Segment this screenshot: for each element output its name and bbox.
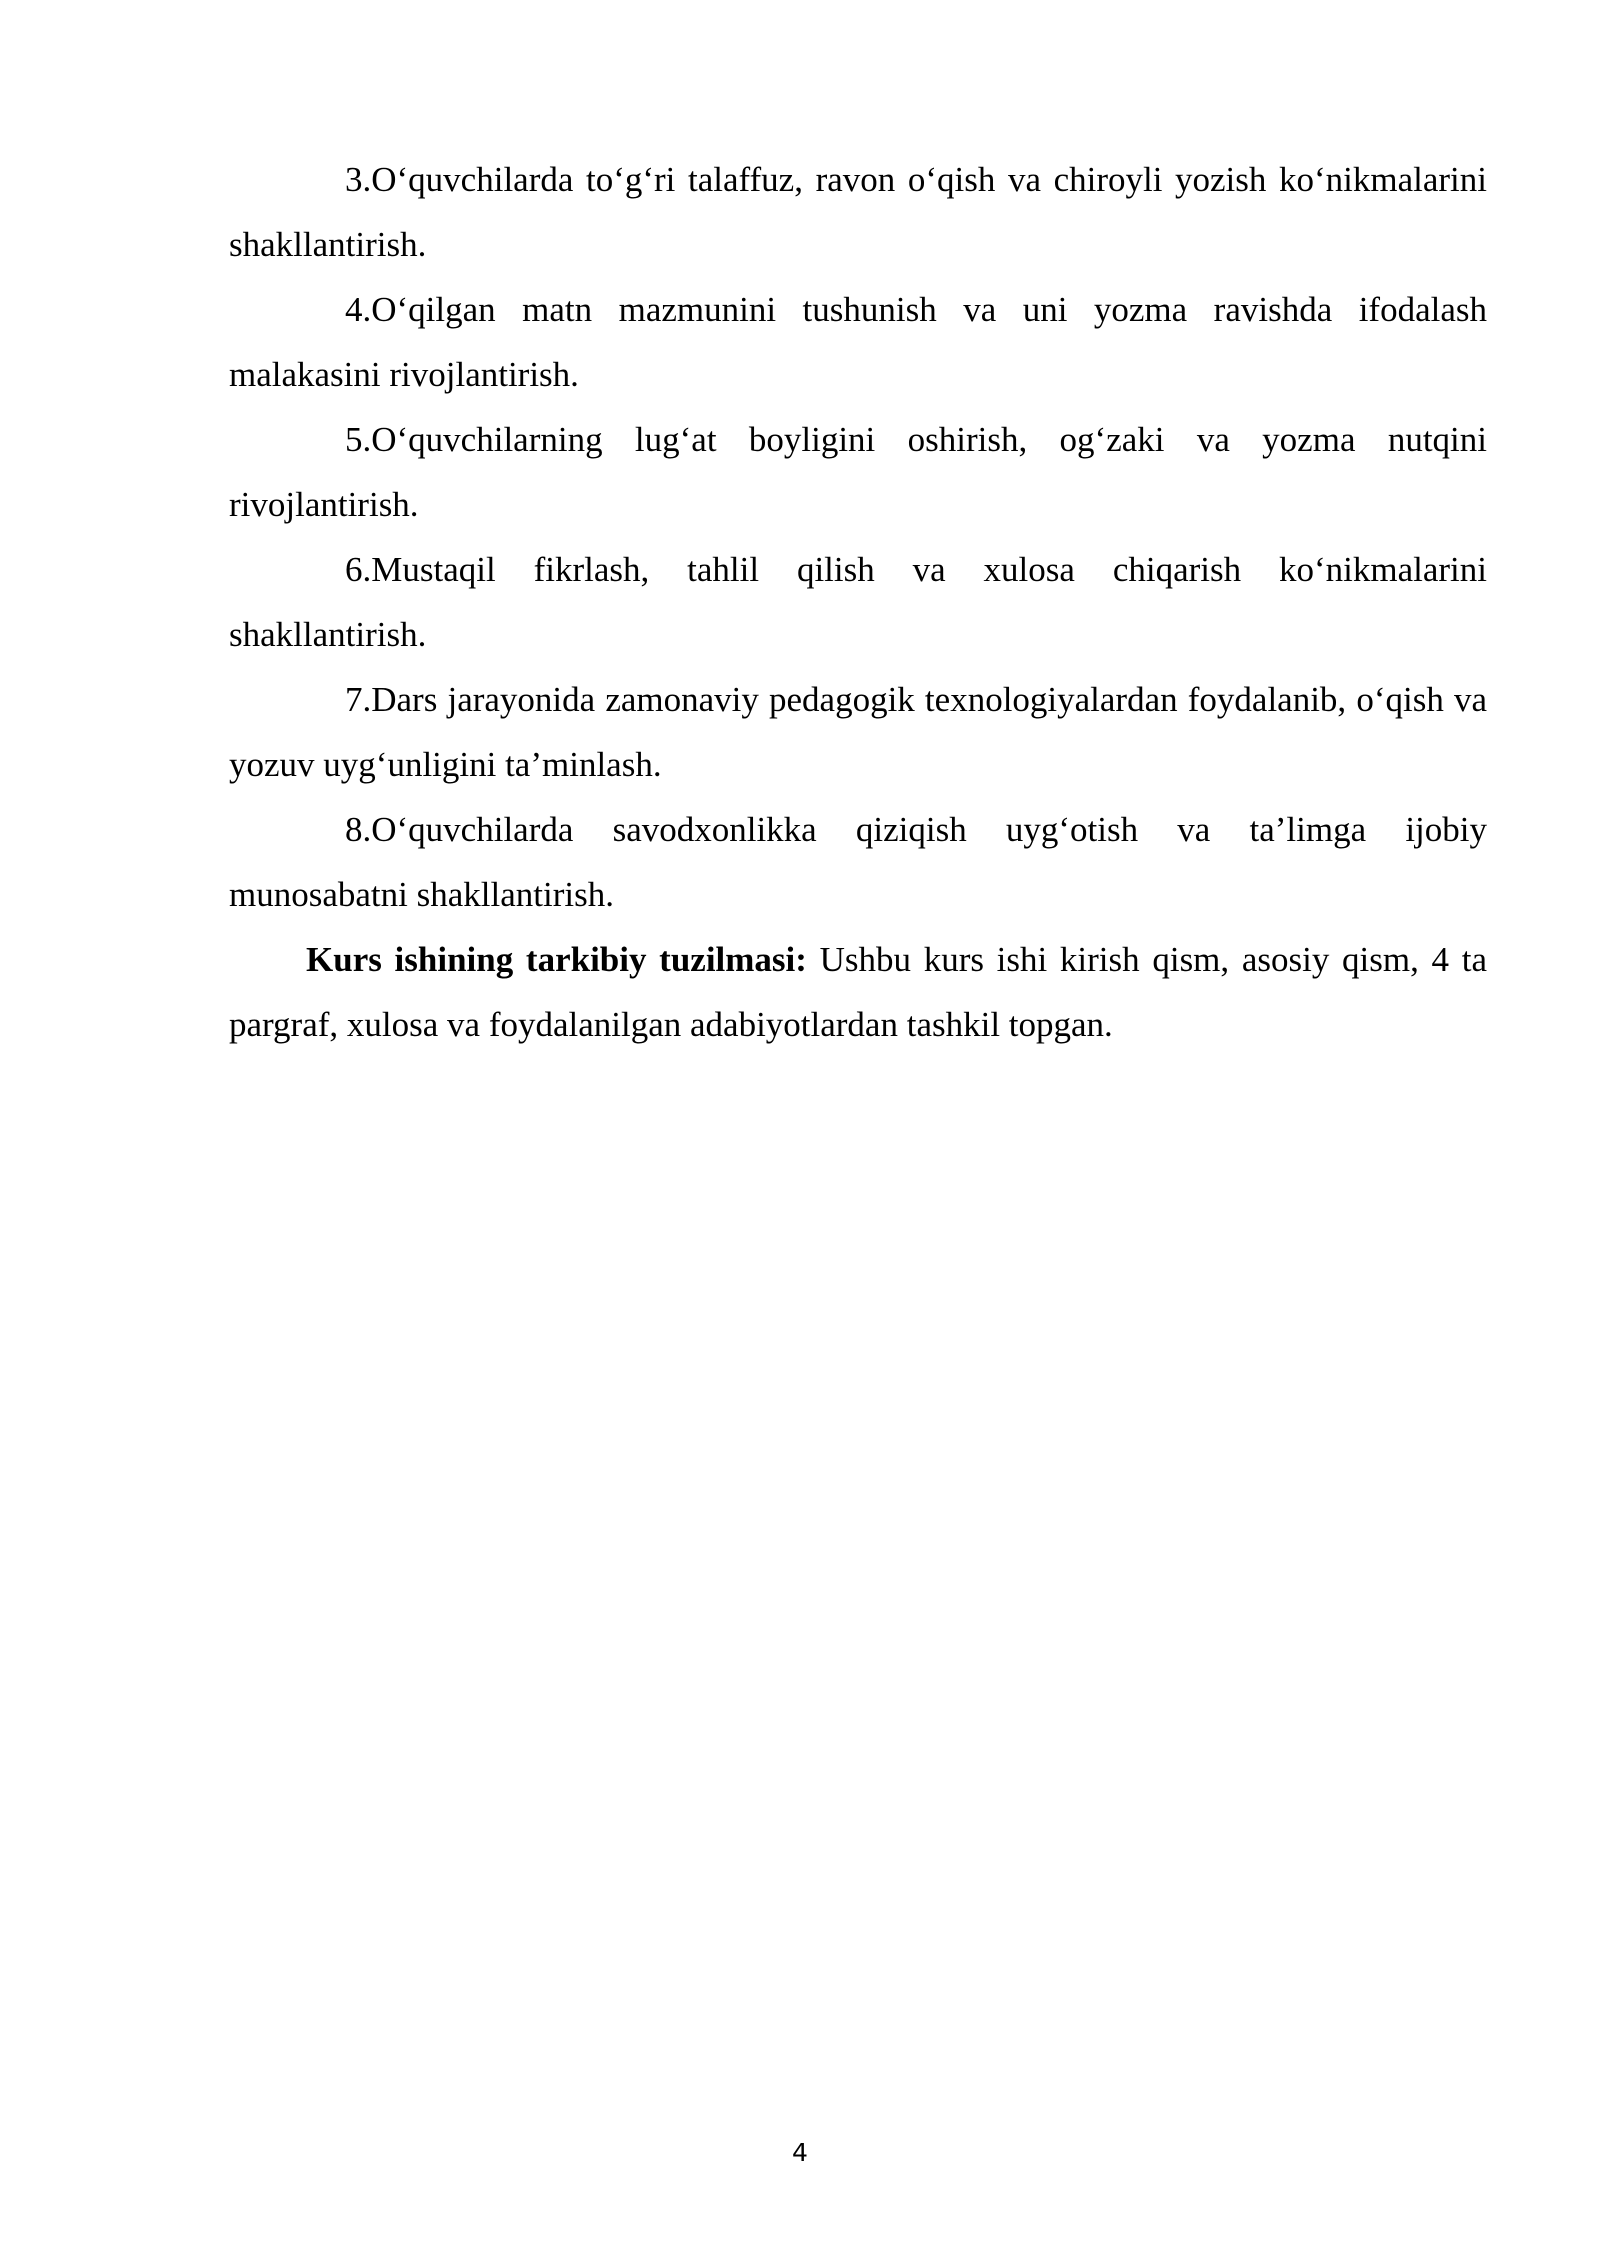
page-body — [229, 147, 1487, 1057]
list-item-3 — [229, 147, 1487, 277]
list-item-text: O‘quvchilarda to‘g‘ri talaffuz, ravon o‘qish va chiroyli yozish ko‘nikmalarini shakllantirish. — [229, 160, 1487, 264]
page-number: 4 — [792, 2138, 808, 2167]
list-item-5 — [229, 407, 1487, 537]
list-item-number: 7. — [345, 680, 372, 719]
summary-text: Ushbu kurs ishi kirish qism, asosiy qism, 4 ta pargraf, xulosa va foydalanilgan adabiyotlardan tashkil topgan. — [229, 940, 1487, 1044]
list-item-6 — [229, 537, 1487, 667]
list-item-number: 5. — [345, 420, 372, 459]
list-item-number: 6. — [345, 550, 372, 589]
list-item-number: 4. — [345, 290, 372, 329]
list-item-text: Mustaqil fikrlash, tahlil qilish va xulosa chiqarish ko‘nikmalarini shakllantirish. — [229, 550, 1487, 654]
list-item-text: O‘qilgan matn mazmunini tushunish va uni yozma ravishda ifodalash malakasini rivojlantirish. — [229, 290, 1487, 394]
list-item-text: Dars jarayonida zamonaviy pedagogik texnologiyalardan foydalanib, o‘qish va yozuv uyg‘unligini ta’minlash. — [229, 680, 1487, 784]
list-item-8 — [229, 797, 1487, 927]
list-item-number: 8. — [345, 810, 372, 849]
list-item-4 — [229, 277, 1487, 407]
list-item-text: O‘quvchilarda savodxonlikka qiziqish uyg‘otish va ta’limga ijobiy munosabatni shakllantirish. — [229, 810, 1487, 914]
list-item-number: 3. — [345, 160, 372, 199]
structure-summary — [229, 927, 1487, 1057]
list-item-text: O‘quvchilarning lug‘at boyligini oshirish, og‘zaki va yozma nutqini rivojlantirish. — [229, 420, 1487, 524]
list-item-7 — [229, 667, 1487, 797]
summary-label: Kurs ishining tarkibiy tuzilmasi: — [306, 940, 807, 979]
